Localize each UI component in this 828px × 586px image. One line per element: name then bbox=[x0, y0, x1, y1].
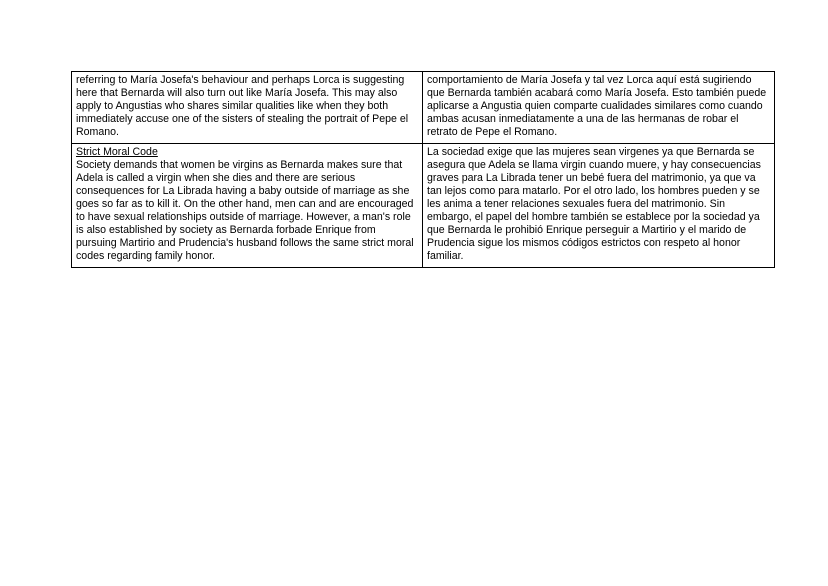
spanish-cell bbox=[423, 72, 775, 144]
spanish-paragraph: La sociedad exige que las mujeres sean virgenes ya que Bernarda se asegura que Adela se llama virgin cuando muere, y hay consecuencias graves para La Librada tener un bebé fuera del matrimonio, ya que va tan lejos como para matarlo. Por el otro lado, los hombres pueden y se les anima a tener relaciones sexuales fuera del matrimonio. Sin embargo, el papel del hombre también se establece por la sociedad ya que Bernarda le prohibió Enrique perseguir a Martirio y el marido de Prudencia sigue los mismos códigos estrictos con respeto al honor familiar. bbox=[427, 146, 761, 262]
english-paragraph: Society demands that women be virgins as Bernarda makes sure that Adela is called a virgin when she dies and there are serious consequences for La Librada having a baby outside of marriage as she goes so far as to kill it. On the other hand, men can and are encouraged to have sexual relationships outside of marriage. However, a man's role is also established by society as Bernarda forbade Enrique from pursuing Martirio and Prudencia's husband follows the same strict moral codes regarding family honor. bbox=[76, 159, 414, 262]
table-row bbox=[72, 144, 775, 268]
translation-table bbox=[71, 71, 775, 268]
section-heading: Strict Moral Code bbox=[76, 146, 158, 158]
spanish-cell bbox=[423, 144, 775, 268]
table-row bbox=[72, 72, 775, 144]
english-cell bbox=[72, 144, 423, 268]
spanish-paragraph: comportamiento de María Josefa y tal vez Lorca aquí está sugiriendo que Bernarda también acabará como María Josefa. Esto también puede aplicarse a Angustia quien comparte cualidades similares como cuando ambas acusan inmediatamente a una de las hermanas de robar el retrato de Pepe el Romano. bbox=[427, 74, 767, 138]
english-paragraph: referring to María Josefa's behaviour and perhaps Lorca is suggesting here that Bernarda will also turn out like María Josefa. This may also apply to Angustias who shares similar qualities like when they both immediately accuse one of the sisters of stealing the portrait of Pepe el Romano. bbox=[76, 74, 409, 138]
english-cell bbox=[72, 72, 423, 144]
